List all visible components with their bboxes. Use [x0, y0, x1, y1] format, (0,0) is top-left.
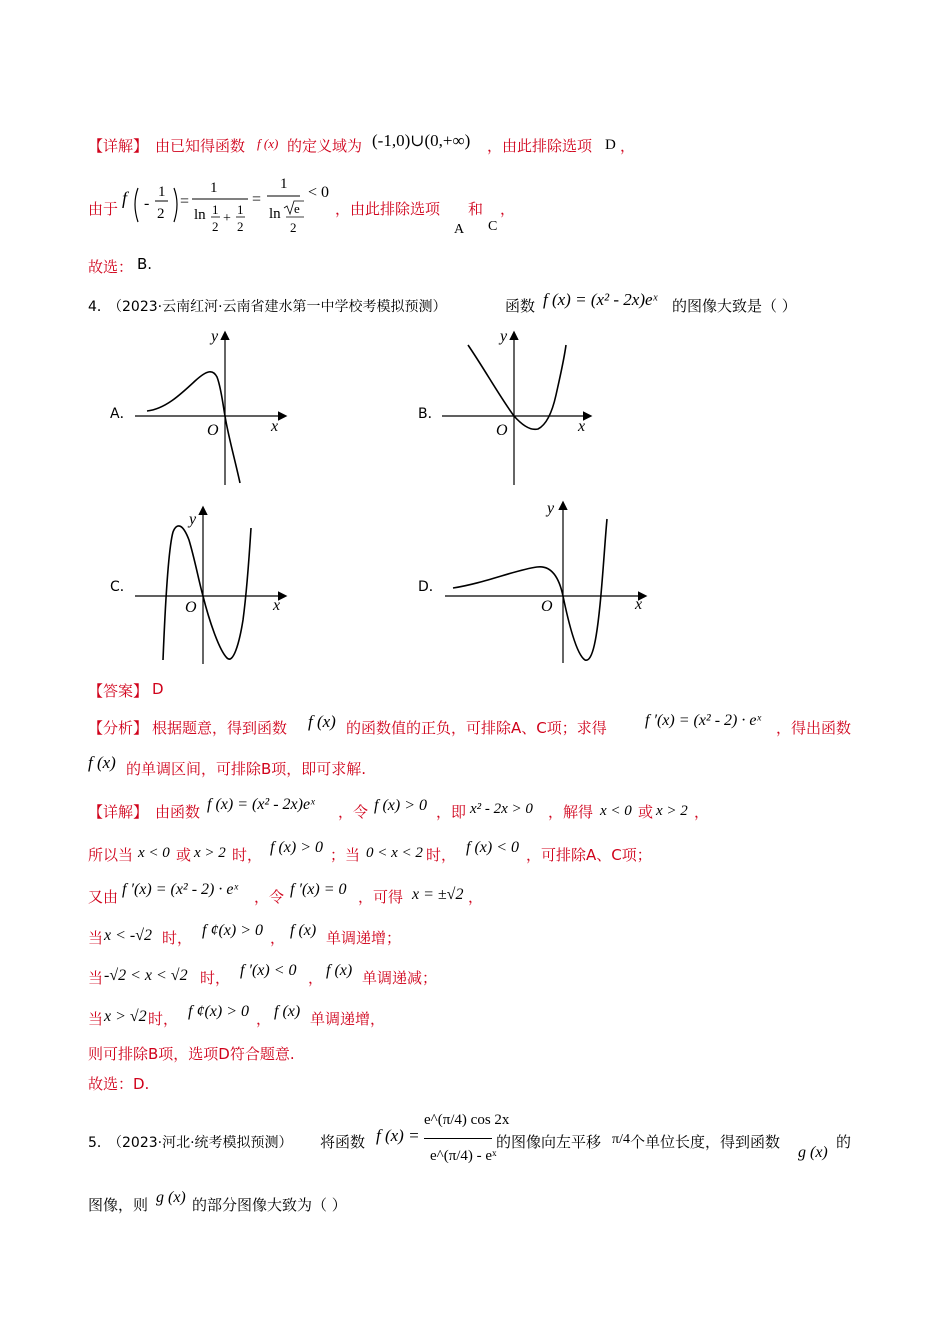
q3-answer-label: 故选：: [88, 258, 134, 276]
q4-stem-a: 函数: [505, 297, 536, 315]
d3-c: ，可得: [358, 888, 404, 906]
d4-a: 当: [88, 929, 104, 947]
q5-line2-gx: g (x): [156, 1189, 186, 1206]
axis-x-label: x: [635, 596, 643, 613]
q3-domain: (-1,0)∪(0,+∞): [372, 131, 471, 150]
q5-stem-c: 个单位长度，得到函数: [630, 1133, 781, 1151]
svg-text:f: f: [122, 188, 128, 208]
analysis-text-a: 根据题意，得到函数: [152, 719, 288, 737]
axis-y-label: y: [189, 511, 197, 528]
q3-fraction-formula: [120, 170, 340, 240]
d2-r1: x < 0: [138, 845, 170, 861]
q4-source: （2023·云南红河·云南省建水第一中学校考模拟预测）: [108, 299, 447, 315]
q3-line2-c: ，: [500, 200, 516, 218]
d2-d: 时，: [426, 846, 457, 864]
d6-f: f (x): [274, 1003, 301, 1020]
d2-b: 时，: [232, 846, 263, 864]
q4-detail-tag: 【详解】: [88, 803, 149, 821]
d1-b: ，令: [338, 803, 369, 821]
d4-c: ，: [270, 929, 286, 947]
q5-line2-b: 的部分图像大致为（ ）: [192, 1196, 347, 1214]
svg-text:=: =: [180, 193, 190, 210]
svg-text:1: 1: [237, 202, 244, 217]
analysis-tag: 【分析】: [88, 719, 149, 737]
q3-option-c: C: [488, 219, 498, 234]
q5-number: 5．: [88, 1135, 111, 1151]
d5-a: 当: [88, 969, 104, 987]
option-c-label[interactable]: C．: [110, 579, 134, 595]
axis-x-label: x: [578, 418, 586, 435]
d5-e: 单调递减；: [362, 969, 438, 987]
q3-line1-b: 的定义域为: [287, 137, 363, 155]
d1-a: 由函数: [155, 803, 201, 821]
q3-option-a: A: [454, 222, 465, 237]
axis-x-label: x: [273, 597, 281, 614]
d4-e: 单调递增；: [326, 929, 402, 947]
d6-e: 单调递增，: [310, 1010, 386, 1028]
origin-label: O: [207, 422, 219, 439]
origin-label: O: [541, 598, 553, 615]
option-b-graph[interactable]: [440, 325, 600, 490]
d5-c: ，: [308, 969, 324, 987]
d2-r3: 0 < x < 2: [366, 845, 423, 861]
d6-d: f ¢(x) > 0: [188, 1003, 249, 1020]
q3-line1-c: ，由此排除选项: [487, 137, 593, 155]
d6-c: ，: [256, 1010, 272, 1028]
q5-numerator: e^(π/4) cos 2x: [424, 1112, 510, 1128]
q5-stem-b: 的图像向左平移: [496, 1133, 602, 1151]
d1-r2: x > 2: [656, 803, 688, 819]
d6-r: x > √2: [104, 1008, 147, 1025]
d7: 则可排除B项，选项D符合题意.: [88, 1045, 295, 1063]
d1-f: f (x) = (x² - 2x)eˣ: [207, 796, 315, 813]
q3-option-d: D: [605, 137, 616, 153]
q3-line2-b: ，由此排除选项: [335, 200, 441, 218]
q3-line1-text: 由已知得函数: [155, 137, 246, 155]
d3-b: ，令: [254, 888, 285, 906]
d1-ineq: f (x) > 0: [374, 797, 427, 814]
svg-text:1: 1: [280, 176, 288, 192]
option-d-label[interactable]: D．: [418, 579, 443, 595]
q3-answer: B.: [137, 255, 153, 273]
origin-label: O: [185, 599, 197, 616]
d5-b: 时，: [200, 969, 231, 987]
option-b-label[interactable]: B．: [418, 406, 442, 422]
d2-a: 所以当: [88, 846, 134, 864]
svg-text:-: -: [144, 195, 150, 212]
svg-text:1: 1: [158, 184, 166, 200]
answer-value: D: [152, 680, 164, 698]
q3-line2-a: 由于: [88, 200, 119, 218]
svg-text:2: 2: [212, 219, 219, 234]
analysis-text-c: ，得出函数: [776, 719, 852, 737]
svg-text:< 0: < 0: [308, 184, 330, 201]
q5-gx: g (x): [798, 1144, 828, 1161]
analysis-deriv: f ′(x) = (x² - 2) · eˣ: [645, 712, 761, 729]
option-c-graph[interactable]: [135, 500, 295, 668]
d4-d: f ¢(x) > 0: [202, 922, 263, 939]
d2-pos: f (x) > 0: [270, 839, 323, 856]
d4-f: f (x): [290, 922, 317, 939]
svg-text:ln: ln: [194, 207, 206, 223]
d4-b: 时，: [162, 929, 193, 947]
d1-r1: x < 0: [600, 803, 632, 819]
q3-line1-e: ，: [620, 137, 636, 155]
d3-eq: f ′(x) = 0: [290, 881, 347, 898]
d5-d: f ′(x) < 0: [240, 962, 297, 979]
analysis-text-b: 的函数值的正负，可排除A、C项；求得: [346, 719, 607, 737]
detail-tag: 【详解】: [88, 137, 149, 155]
q5-fraction-bar: [424, 1138, 492, 1139]
option-d-graph[interactable]: [445, 495, 655, 667]
svg-text:2: 2: [157, 206, 165, 222]
d3-root: x = ±√2: [412, 886, 464, 903]
d2-neg: f (x) < 0: [466, 839, 519, 856]
axis-y-label: y: [211, 328, 219, 345]
d1-c: ，即: [436, 803, 467, 821]
d1-or: 或: [638, 803, 654, 821]
d2-or: 或: [176, 846, 192, 864]
analysis-fx: f (x): [308, 712, 336, 731]
final-answer: 故选：D.: [88, 1075, 150, 1093]
axis-y-label: y: [500, 328, 508, 345]
analysis2-text: 的单调区间，可排除B项，即可求解.: [126, 760, 367, 778]
axis-y-label: y: [547, 500, 555, 517]
option-a-label[interactable]: A．: [110, 406, 134, 422]
d5-r: -√2 < x < √2: [104, 967, 188, 984]
q4-stem-b: 的图像大致是（ ）: [672, 297, 797, 315]
d3-a: 又由: [88, 888, 119, 906]
q4-formula: f (x) = (x² - 2x)eˣ: [543, 290, 658, 309]
q5-line2-a: 图像，则: [88, 1196, 149, 1214]
axis-x-label: x: [271, 418, 279, 435]
d4-r: x < -√2: [104, 927, 153, 944]
analysis2-fx: f (x): [88, 753, 116, 772]
svg-text:2: 2: [290, 220, 297, 235]
q5-denominator: e^(π/4) - eˣ: [430, 1148, 497, 1164]
svg-text:e: e: [294, 201, 300, 216]
d3-deriv: f ′(x) = (x² - 2) · eˣ: [122, 881, 238, 898]
svg-text:1: 1: [210, 180, 218, 196]
d1-ineq2: x² - 2x > 0: [470, 801, 533, 817]
d2-r2: x > 2: [194, 845, 226, 861]
d3-d: ，: [468, 888, 484, 906]
d6-b: 时，: [148, 1010, 179, 1028]
q5-stem-d: 的: [836, 1133, 852, 1151]
q5-shift: π/4: [612, 1132, 630, 1147]
svg-text:1: 1: [212, 202, 219, 217]
option-a-graph[interactable]: [135, 325, 295, 490]
d6-a: 当: [88, 1010, 104, 1028]
d5-f: f (x): [326, 962, 353, 979]
q5-fx: f (x) =: [376, 1126, 420, 1145]
q3-fx: f (x): [257, 136, 279, 151]
svg-text:2: 2: [237, 219, 244, 234]
origin-label: O: [496, 422, 508, 439]
d2-c: ；当: [330, 846, 361, 864]
q4-number: 4．: [88, 299, 111, 315]
q5-stem-a: 将函数: [320, 1133, 366, 1151]
answer-tag: 【答案】: [88, 682, 149, 700]
svg-text:=: =: [252, 191, 262, 208]
q5-source: （2023·河北·统考模拟预测）: [108, 1135, 293, 1151]
svg-text:+: +: [223, 211, 231, 226]
d1-e: ，: [694, 803, 710, 821]
d2-e: ，可排除A、C项；: [526, 846, 652, 864]
q3-line2-and: 和: [468, 200, 484, 218]
d1-d: ，解得: [548, 803, 594, 821]
svg-text:ln: ln: [269, 206, 281, 222]
